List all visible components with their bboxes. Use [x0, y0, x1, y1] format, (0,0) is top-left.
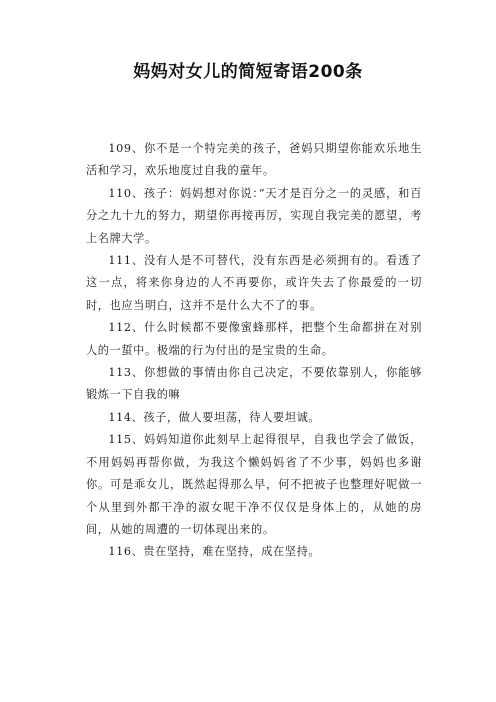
paragraph-110: 110、孩子：妈妈想对你说：”天才是百分之一的灵感，和百分之九十九的努力，期望你再接再厉，实现自我完美的愿望，考上名牌大学。: [86, 186, 422, 245]
paragraph-115: 115、妈妈知道你此刻早上起得很早，自我也学会了做饭，不用妈妈再帮你做，为我这个懒妈妈省了不少事，妈妈也多谢你。可是乖女儿，既然起得那么早，何不把被子也整理好呢做一个从里到外都干净的淑女呢干净不仅仅是身体上的，从她的房间，从她的周遭的一切体现出来的。: [86, 433, 422, 536]
paragraph-113: 113、你想做的事情由你自己决定，不要依靠别人，你能够锻炼一下自我的嘛: [86, 366, 422, 402]
paragraph-109: 109、你不是一个特完美的孩子，爸妈只期望你能欢乐地生活和学习，欢乐地度过自我的童年。: [86, 142, 422, 178]
document-title: 妈妈对女儿的简短寄语200条: [133, 62, 363, 82]
paragraph-111: 111、没有人是不可替代，没有东西是必须拥有的。看透了这一点，将来你身边的人不再要你，或许失去了你最爱的一切时，也应当明白，这并不是什么大不了的事。: [86, 254, 422, 312]
paragraph-112: 112、什么时候都不要像蜜蜂那样，把整个生命都拼在对别人的一蜇中。极端的行为付出的是宝贵的生命。: [86, 321, 422, 357]
paragraph-114: 114、孩子，做人要坦荡，待人要坦诚。: [108, 410, 321, 424]
paragraph-116: 116、贵在坚持，难在坚持，成在坚持。: [108, 545, 321, 559]
document-body: [86, 138, 422, 564]
